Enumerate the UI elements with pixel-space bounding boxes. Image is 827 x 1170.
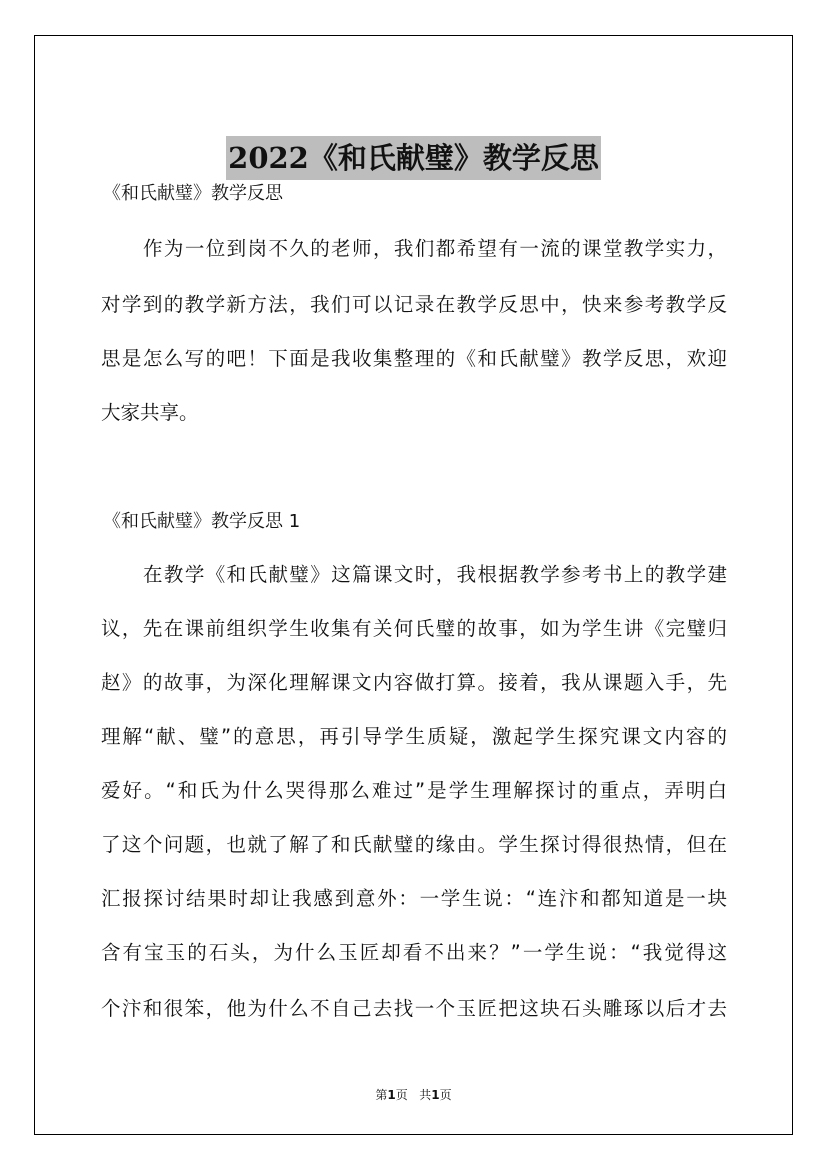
intro-heading: 《和氏献璧》教学反思: [103, 183, 283, 204]
document-page: [34, 35, 793, 1135]
section-line: 赵》的故事，为深化理解课文内容做打算。接着，我从课题入手，先: [101, 671, 727, 694]
page-number: 1: [387, 1088, 396, 1102]
total-suffix: 页: [439, 1088, 452, 1102]
section-line: 个汴和很笨，他为什么不自己去找一个玉匠把这块石头雕琢以后才去: [101, 997, 727, 1020]
intro-line: 思是怎么写的吧！下面是我收集整理的《和氏献璧》教学反思，欢迎: [101, 347, 727, 370]
section-line: 爱好。“和氏为什么哭得那么难过”是学生理解探讨的重点，弄明白: [101, 779, 727, 802]
section-line: 含有宝玉的石头，为什么玉匠却看不出来？”一学生说：“我觉得这: [101, 941, 727, 964]
total-prefix: 共: [419, 1088, 432, 1102]
page-prefix: 第: [375, 1088, 388, 1102]
section-line: 了这个问题，也就了解了和氏献璧的缘由。学生探讨得很热情，但在: [101, 833, 727, 856]
total-pages: 1: [431, 1088, 440, 1102]
section-heading: 《和氏献璧》教学反思 1: [103, 511, 301, 532]
section-line: 议，先在课前组织学生收集有关何氏璧的故事，如为学生讲《完璧归: [101, 617, 727, 640]
section-line: 理解“献、璧”的意思，再引导学生质疑，激起学生探究课文内容的: [101, 725, 727, 748]
intro-line: 大家共享。: [101, 401, 199, 424]
intro-line: 对学到的教学新方法，我们可以记录在教学反思中，快来参考教学反: [101, 293, 727, 316]
document-title-block: [35, 136, 792, 180]
document-title: 2022《和氏献璧》教学反思: [226, 136, 601, 180]
section-line: 汇报探讨结果时却让我感到意外：一学生说：“连汴和都知道是一块: [101, 887, 727, 910]
page-footer: [35, 1086, 792, 1103]
intro-line: 作为一位到岗不久的老师，我们都希望有一流的课堂教学实力，: [143, 237, 727, 260]
section-line: 在教学《和氏献璧》这篇课文时，我根据教学参考书上的教学建: [143, 563, 727, 586]
page-suffix: 页: [395, 1088, 408, 1102]
